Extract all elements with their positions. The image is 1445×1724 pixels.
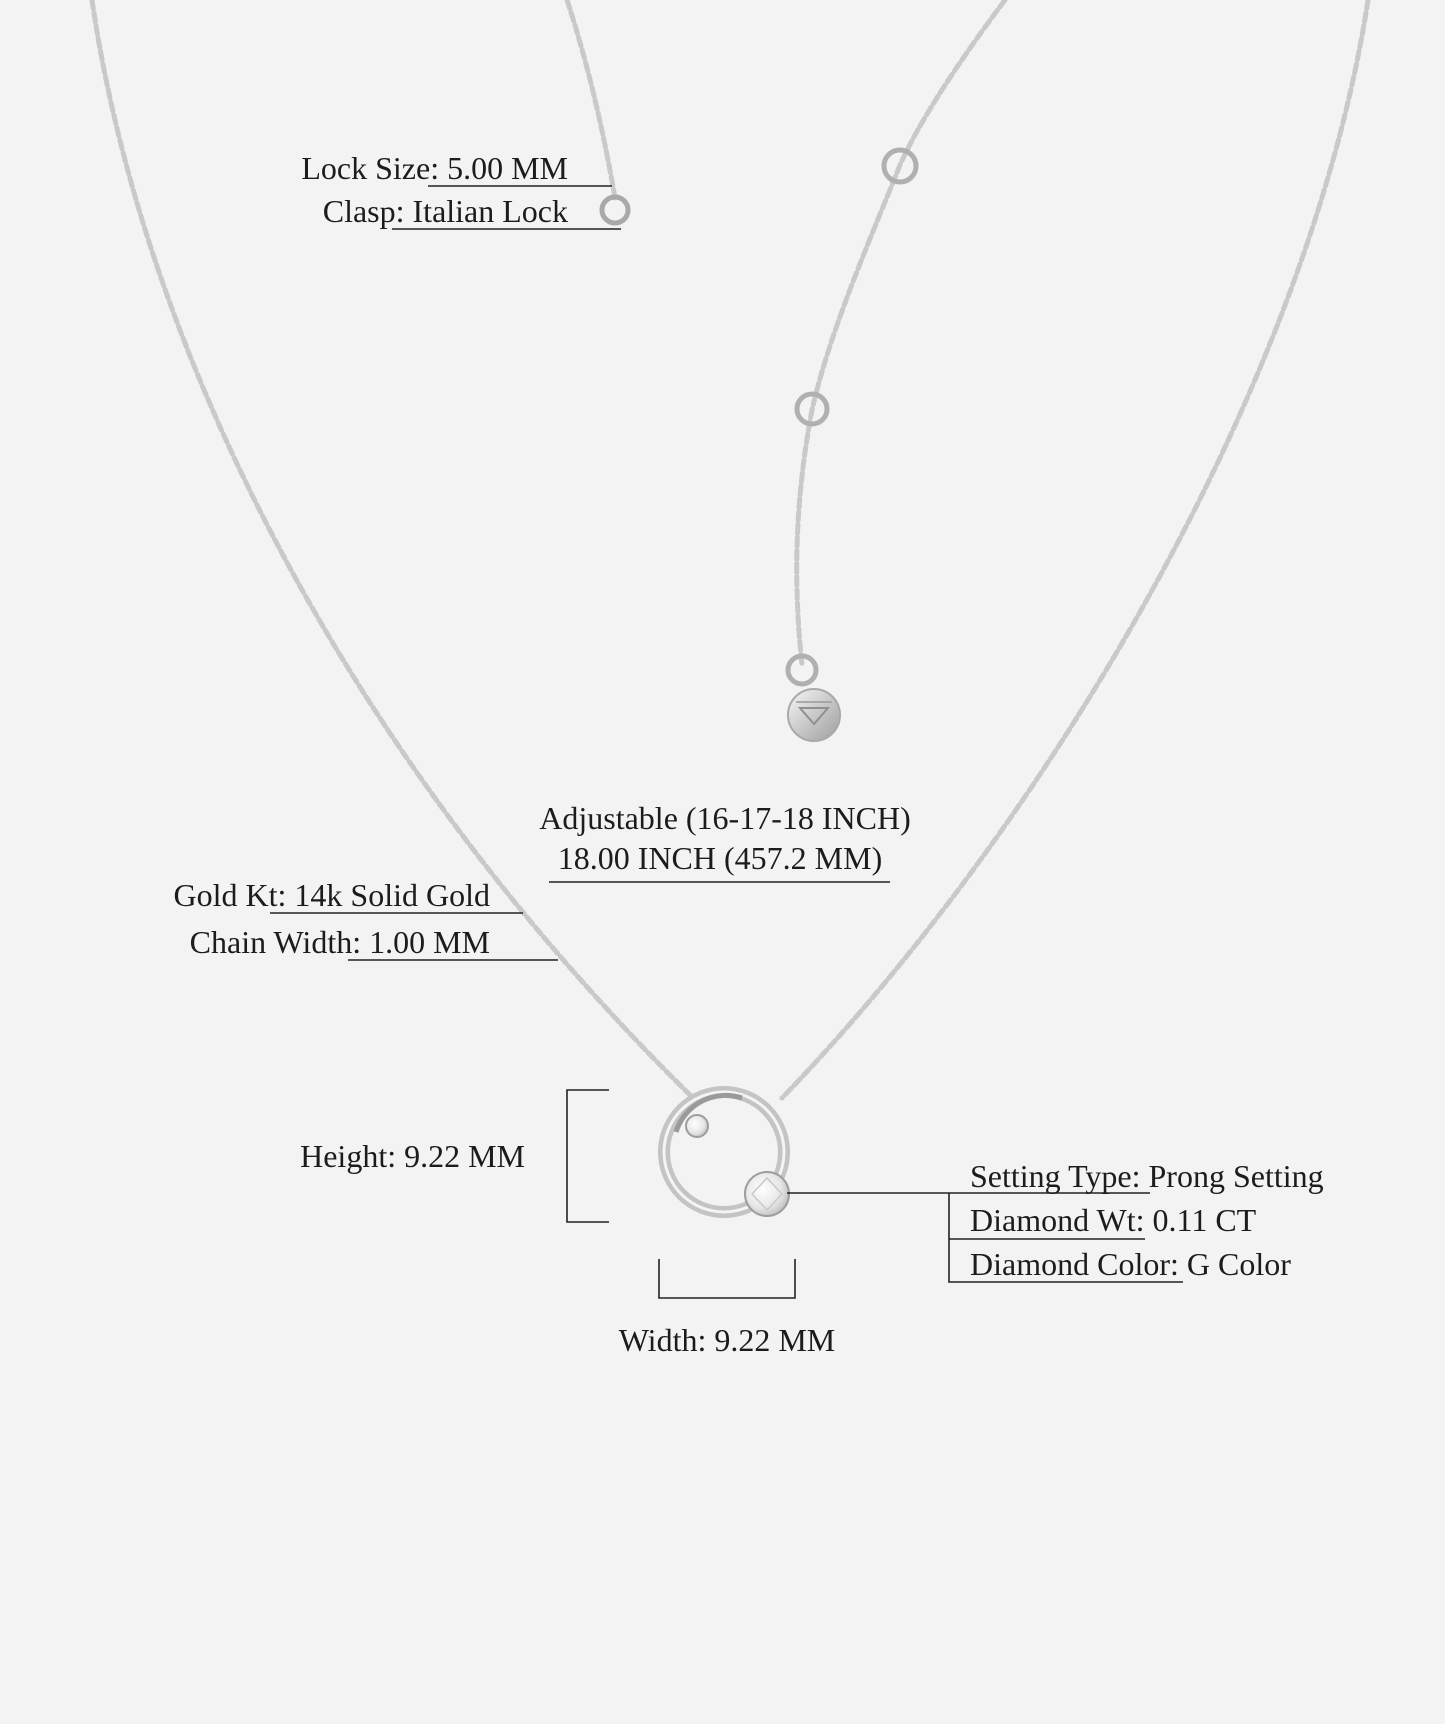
lock-size-label: Lock Size: (301, 150, 440, 186)
small-diamond-icon (686, 1115, 708, 1137)
chain-width-spec (130, 924, 490, 960)
clasp-value: Italian Lock (412, 193, 568, 229)
extension-chain (797, 0, 1005, 665)
diamond-wt-value: 0.11 CT (1152, 1202, 1257, 1238)
clasp-spec (250, 193, 568, 229)
setting-type-label: Setting Type: (970, 1158, 1141, 1194)
lock-size-value: 5.00 MM (447, 150, 568, 186)
leader-lines (270, 186, 1183, 1298)
chain-right-strand (782, 0, 1368, 1098)
height-label: Height: (300, 1138, 397, 1174)
width-label: Width: (618, 1322, 707, 1358)
diamond-color-value: G Color (1186, 1246, 1291, 1282)
italian-lock-clasp-icon (602, 197, 628, 223)
chain-width-value: 1.00 MM (369, 924, 490, 960)
adjustable-length-spec: Adjustable (16-17-18 INCH) (539, 800, 911, 836)
width-spec (577, 1322, 877, 1358)
chain-width-label: Chain Width: (189, 924, 362, 960)
gold-kt-label: Gold Kt: (173, 877, 287, 913)
gold-kt-value: 14k Solid Gold (294, 877, 490, 913)
diamond-color-label: Diamond Color: (970, 1246, 1179, 1282)
setting-type-value: Prong Setting (1148, 1158, 1324, 1194)
main-diamond-icon (745, 1172, 789, 1216)
total-length-spec: 18.00 INCH (457.2 MM) (557, 840, 883, 876)
height-spec (200, 1138, 525, 1174)
clasp-label: Clasp: (322, 193, 405, 229)
height-value: 9.22 MM (404, 1138, 525, 1174)
diamond-wt-spec (970, 1202, 1256, 1238)
gold-kt-spec (130, 877, 490, 913)
brand-tag-charm-icon (788, 689, 840, 741)
width-value: 9.22 MM (714, 1322, 836, 1358)
diamond-wt-label: Diamond Wt: (970, 1202, 1145, 1238)
setting-type-spec (970, 1158, 1324, 1194)
diamond-color-spec (970, 1246, 1291, 1282)
clasp-chain (567, 0, 615, 198)
lock-size-spec (250, 150, 568, 186)
